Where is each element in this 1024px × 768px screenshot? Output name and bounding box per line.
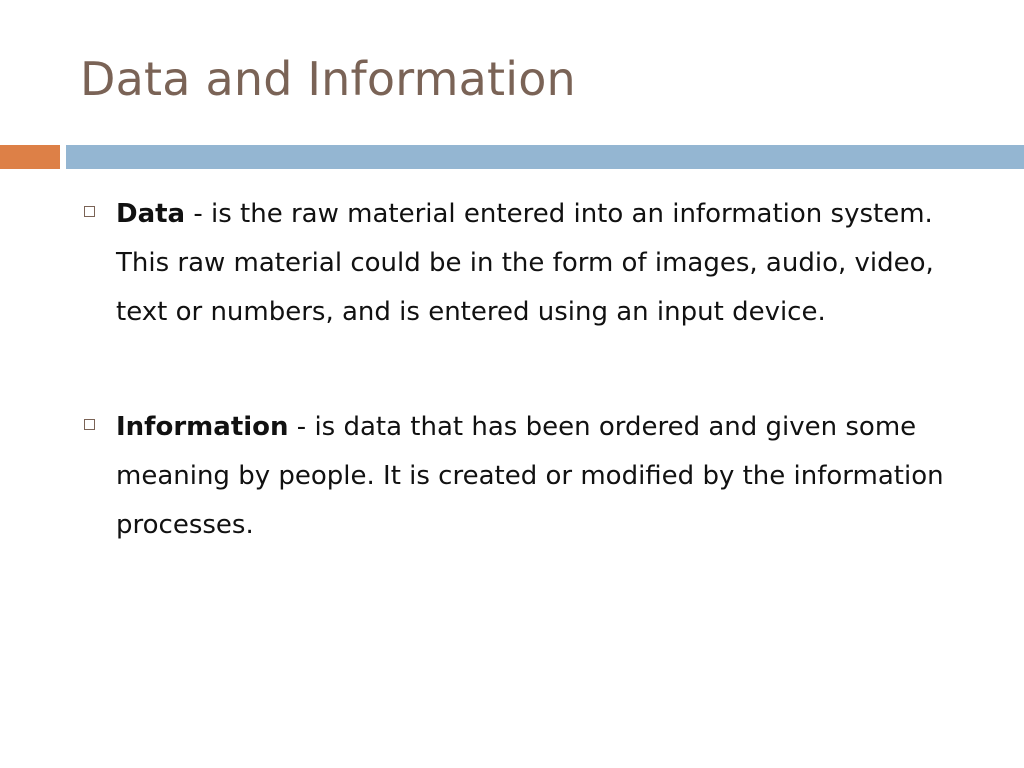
slide-title: Data and Information: [80, 52, 576, 106]
bullet-term: Data: [116, 199, 186, 229]
bullet-term: Information: [116, 412, 289, 442]
accent-bar-blue: [66, 145, 1024, 169]
square-bullet-icon: [84, 419, 95, 430]
bullet-text: - is the raw material entered into an information system. This raw material could be in the form of images, audio, video, text or numbers, and is entered using an input device.: [116, 199, 934, 327]
bullet-list: [82, 190, 962, 550]
bullet-item-information: [82, 403, 962, 550]
bullet-item-data: [82, 190, 962, 337]
accent-bar-orange: [0, 145, 60, 169]
square-bullet-icon: [84, 206, 95, 217]
bullet-text: - is data that has been ordered and given some meaning by people. It is created or modified by the information processes.: [116, 412, 944, 540]
